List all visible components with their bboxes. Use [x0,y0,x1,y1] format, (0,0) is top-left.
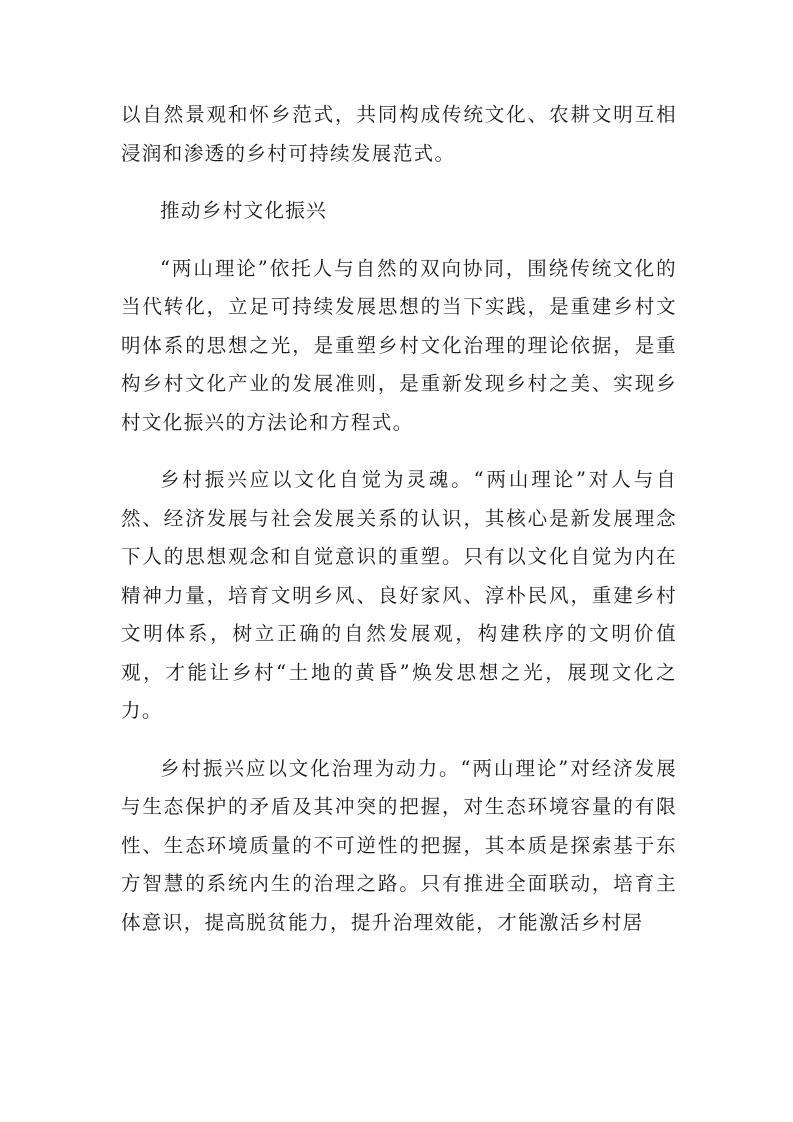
body-paragraph-3: 乡村振兴应以文化治理为动力。“两山理论”对经济发展与生态保护的矛盾及其冲突的把握，对生态环境容量的有限性、生态环境质量的不可逆性的把握，其本质是探索基于东方智慧的系统内生的治理之路。只有推进全面联动，培育主体意识，提高脱贫能力，提升治理效能，才能激活乡村居 [121,756,677,934]
document-body [121,96,677,942]
continuation-paragraph: 以自然景观和怀乡范式，共同构成传统文化、农耕文明互相浸润和渗透的乡村可持续发展范式。 [121,103,677,165]
body-paragraph-2: 乡村振兴应以文化自觉为灵魂。“两山理论”对人与自然、经济发展与社会发展关系的认识，其核心是新发展理念下人的思想观念和自觉意识的重塑。只有以文化自觉为内在精神力量，培育文明乡风、良好家风、淳朴民风，重建乡村文明体系，树立正确的自然发展观，构建秩序的文明价值观，才能让乡村“土地的黄昏”焕发思想之光，展现文化之力。 [121,468,677,722]
section-heading: 推动乡村文化振兴 [160,199,328,222]
body-paragraph-1: “两山理论”依托人与自然的双向协同，围绕传统文化的当代转化，立足可持续发展思想的当下实践，是重建乡村文明体系的思想之光，是重塑乡村文化治理的理论依据，是重构乡村文化产业的发展准则，是重新发现乡村之美、实现乡村文化振兴的方法论和方程式。 [121,256,677,434]
